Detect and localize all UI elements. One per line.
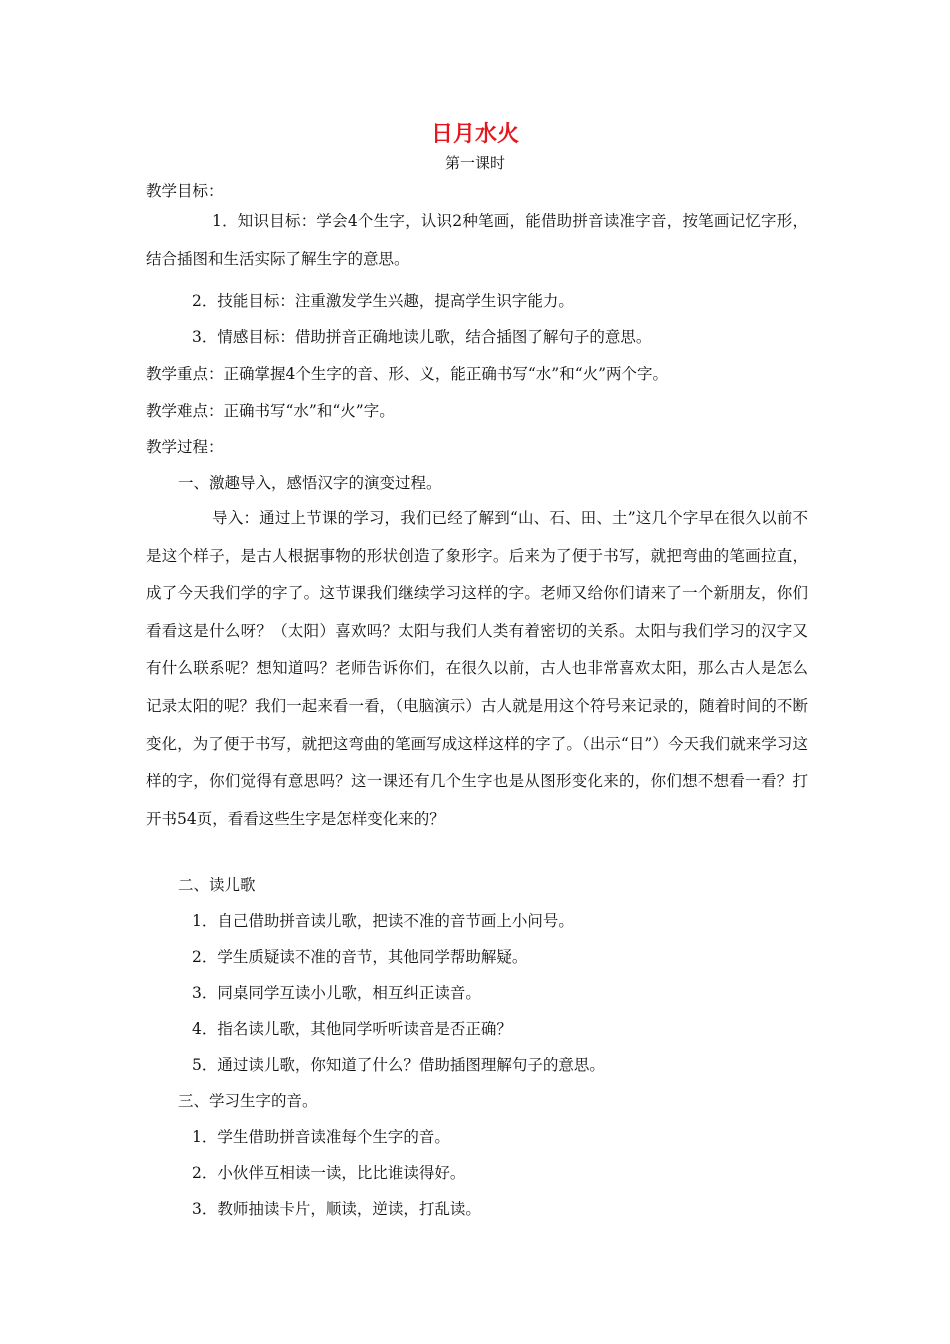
section-1-heading: 一、激趣导入，感悟汉字的演变过程。	[178, 474, 442, 492]
goal-emotion: 3．情感目标：借助拼音正确地读儿歌，结合插图了解句子的意思。	[192, 328, 652, 346]
intro-paragraph	[146, 500, 808, 838]
difficulties: 教学难点：正确书写“水”和“火”字。	[146, 402, 395, 420]
section-3-heading: 三、学习生字的音。	[178, 1092, 318, 1110]
key-points: 教学重点：正确掌握4个生字的音、形、义，能正确书写“水”和“火”两个字。	[146, 365, 669, 383]
section-3-item: 3．教师抽读卡片，顺读，逆读，打乱读。	[192, 1200, 481, 1218]
goals-heading: 教学目标：	[146, 182, 224, 200]
goal-skill: 2．技能目标：注重激发学生兴趣，提高学生识字能力。	[192, 292, 574, 310]
section-3-item: 2．小伙伴互相读一读，比比谁读得好。	[192, 1164, 466, 1182]
section-2-heading: 二、读儿歌	[178, 876, 256, 894]
lesson-period: 第一课时	[444, 154, 505, 172]
section-2-item: 5．通过读儿歌，你知道了什么？借助插图理解句子的意思。	[192, 1056, 605, 1074]
section-2-item: 1．自己借助拼音读儿歌，把读不准的音节画上小问号。	[192, 912, 574, 930]
intro-text: 导入：通过上节课的学习，我们已经了解到“山、石、田、土”这几个字早在很久以前不是这个样子，是古人根据事物的形状创造了象形字。后来为了便于书写，就把弯曲的笔画拉直，成了今天我们学的字了。这节课我们继续学习这样的字。老师又给你们请来了一个新朋友，你们看看这是什么呀？（太阳）喜欢吗？太阳与我们人类有着密切的关系。太阳与我们学习的汉字又有什么联系呢？想知道吗？老师告诉你们，在很久以前，古人也非常喜欢太阳，那么古人是怎么记录太阳的呢？我们一起来看一看，（电脑演示）古人就是用这个符号来记录的，随着时间的不断变化，为了便于书写，就把这弯曲的笔画写成这样这样的字了。（出示“日”）今天我们就来学习这样的字，你们觉得有意思吗？这一课还有几个生字也是从图形变化来的，你们想不想看一看？打开书54页，看看这些生字是怎样变化来的？	[146, 509, 808, 828]
section-2-item: 2．学生质疑读不准的音节，其他同学帮助解疑。	[192, 948, 528, 966]
document-title: 日月水火	[430, 122, 519, 147]
process-heading: 教学过程：	[146, 438, 224, 456]
goal-knowledge-text: 1．知识目标：学会4个生字，认识2种笔画，能借助拼音读准字音，按笔画记忆字形，结合插图和生活实际了解生字的意思。	[146, 212, 808, 268]
section-3-item: 1．学生借助拼音读准每个生字的音。	[192, 1128, 450, 1146]
goal-knowledge	[146, 203, 808, 278]
section-2-item: 4．指名读儿歌，其他同学听听读音是否正确？	[192, 1020, 512, 1038]
section-2-item: 3．同桌同学互读小儿歌，相互纠正读音。	[192, 984, 481, 1002]
